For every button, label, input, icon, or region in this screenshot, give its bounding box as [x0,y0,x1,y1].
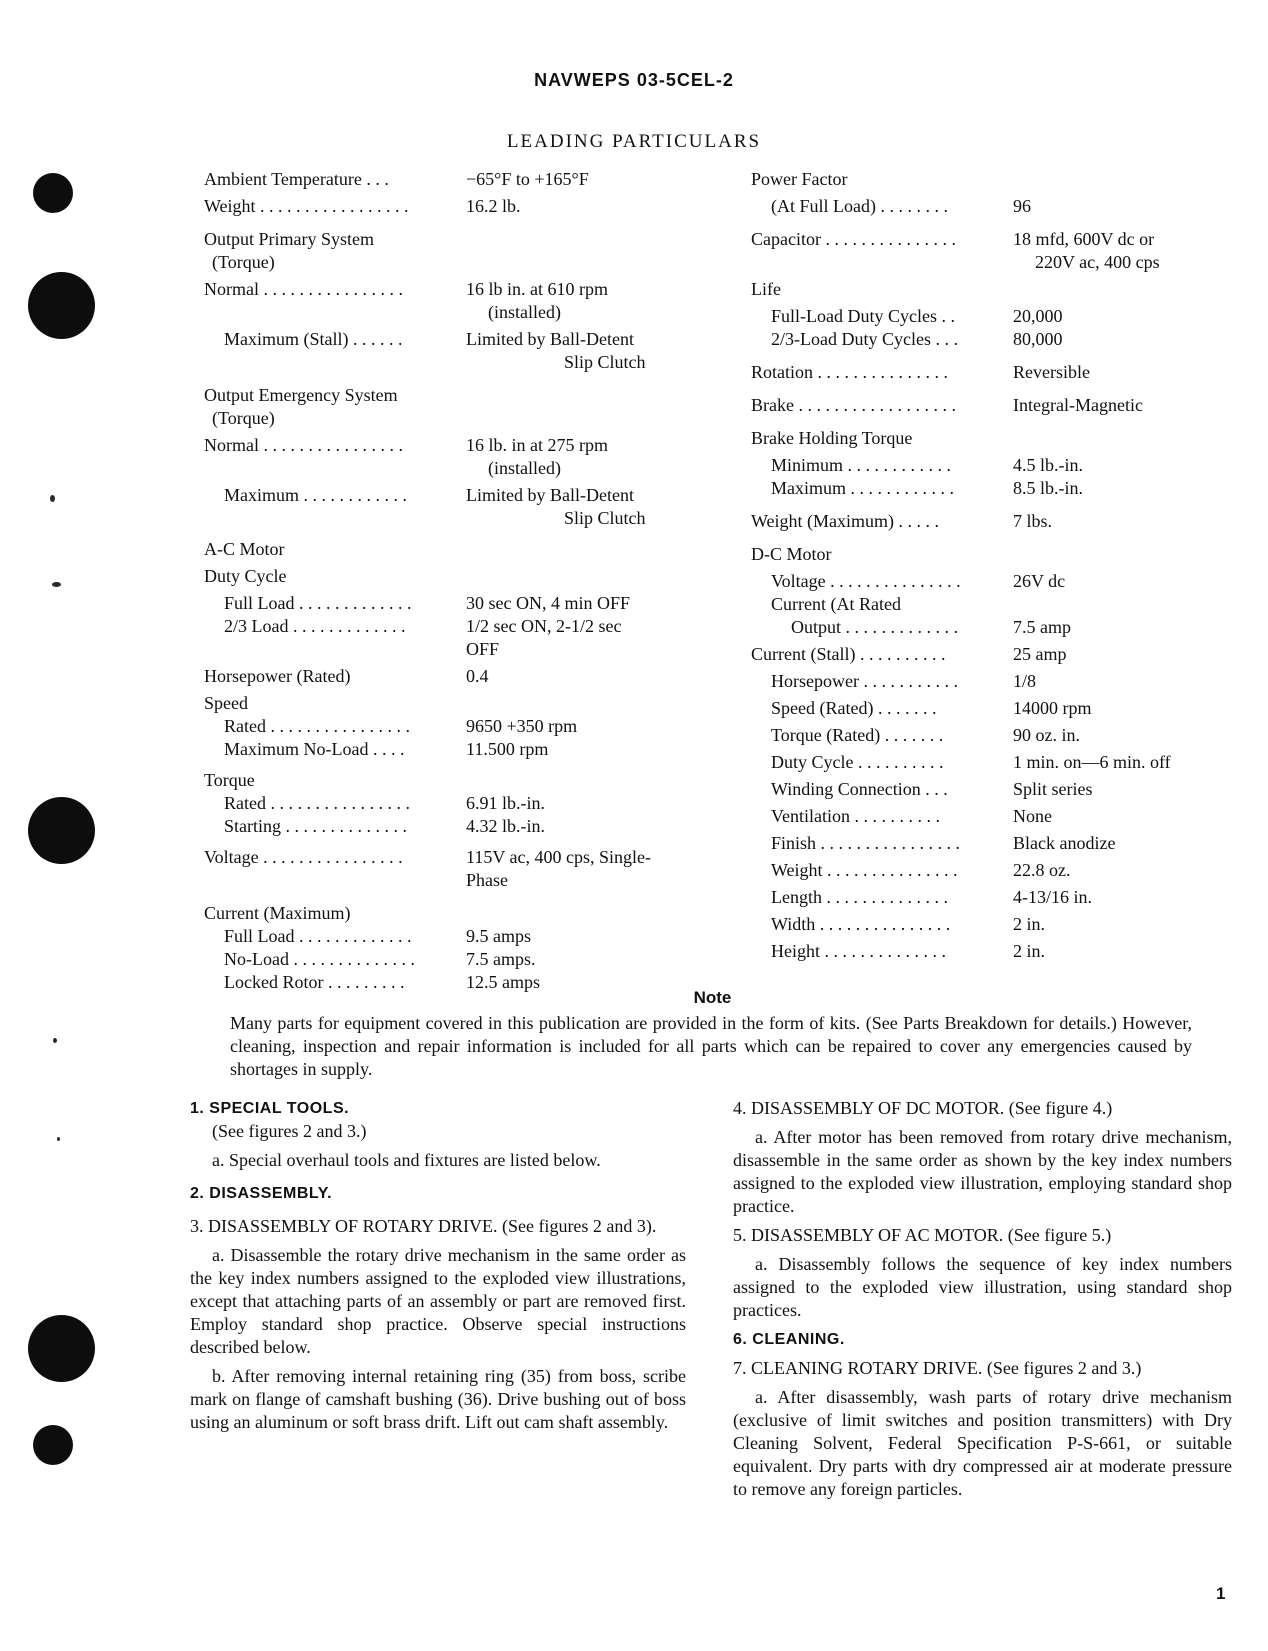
spec-label: Maximum No-Load . . . . [224,739,405,759]
section-heading-special-tools: 1. SPECIAL TOOLS. [190,1100,350,1117]
spec-row [751,778,1226,801]
paragraph-heading: 4. DISASSEMBLY OF DC MOTOR. (See figure 4.) [733,1098,1113,1118]
spec-label: Horsepower (Rated) [204,666,351,686]
spec-value-group [466,846,690,892]
spec-value-group [466,615,690,661]
spec-label: Voltage . . . . . . . . . . . . . . . . [204,847,403,867]
spec-row [751,940,1226,963]
spec-value: 90 oz. in. [1013,725,1080,745]
paragraph-heading: 3. DISASSEMBLY OF ROTARY DRIVE. (See figures 2 and 3). [190,1216,657,1236]
spec-label: Width . . . . . . . . . . . . . . . [771,914,951,934]
spec-label: Brake Holding Torque [751,428,913,448]
paragraph: a. Disassemble the rotary drive mechanism in the same order as the key index numbers assigned to the exploded view illustrations, except that attaching parts of an assembly or part are removed first. Employ standard shop practice. Observe special instructions described below. [190,1245,686,1357]
body-left-column [190,1097,686,1434]
spec-value: Split series [1013,779,1093,799]
spec-row [751,394,1226,417]
spec-row [751,859,1226,882]
spec-row [751,328,1226,351]
spec-row [751,751,1226,774]
spec-value: 1/2 sec ON, 2-1/2 sec [466,616,622,636]
spec-label: Locked Rotor . . . . . . . . . [224,972,405,992]
spec-label: Full Load . . . . . . . . . . . . . [224,926,412,946]
spec-label: D-C Motor [751,544,832,564]
spec-label: Maximum (Stall) . . . . . . [224,329,403,349]
scan-speck [57,1137,60,1141]
spec-label: Duty Cycle . . . . . . . . . . [771,752,944,772]
spec-row [204,815,690,838]
spec-row [751,805,1226,828]
spec-row [751,305,1226,328]
spec-value: 11.500 rpm [466,739,549,759]
spec-row [204,434,690,480]
spec-row [751,168,1226,191]
binder-hole [28,797,95,864]
spec-row [751,278,1226,301]
spec-value: 30 sec ON, 4 min OFF [466,593,631,613]
spec-row [751,593,1226,616]
spec-value: Integral-Magnetic [1013,395,1143,415]
spec-value: 115V ac, 400 cps, Single- [466,847,651,867]
spec-row [204,592,690,615]
spec-label: Full Load . . . . . . . . . . . . . [224,593,412,613]
spec-value: 25 amp [1013,644,1067,664]
spec-label: Weight (Maximum) . . . . . [751,511,940,531]
spec-value: 9.5 amps [466,926,531,946]
spec-label: (At Full Load) . . . . . . . . [771,196,948,216]
spec-value: 7.5 amps. [466,949,536,969]
spec-label: Horsepower . . . . . . . . . . . [771,671,958,691]
note-text: Many parts for equipment covered in this publication are provided in the form of kits. (See Parts Breakdown for details.) However, cleaning, inspection and repair information is included for all parts which can be repaired to cover any emergencies caused by shortages in supply. [230,1013,1192,1079]
binder-hole [33,1425,73,1465]
spec-value: −65°F to +165°F [466,169,589,189]
paragraph-heading: 5. DISASSEMBLY OF AC MOTOR. (See figure 5.) [733,1225,1112,1245]
spec-row [204,384,690,407]
spec-row [204,665,690,688]
spec-label: Current (Maximum) [204,903,351,923]
page-number: 1 [1216,1584,1226,1603]
leading-particulars-title: LEADING PARTICULARS [506,131,762,152]
spec-row [204,251,690,274]
spec-row [204,692,690,715]
spec-row [751,477,1226,500]
spec-label: Winding Connection . . . [771,779,948,799]
spec-value-cont: OFF [466,639,500,659]
spec-label: Brake . . . . . . . . . . . . . . . . . . [751,395,956,415]
spec-value-cont: 220V ac, 400 cps [1035,252,1160,272]
spec-row [751,570,1226,593]
spec-label: Finish . . . . . . . . . . . . . . . . [771,833,961,853]
spec-value: 20,000 [1013,306,1063,326]
spec-label: Full-Load Duty Cycles . . [771,306,955,326]
spec-value: 16.2 lb. [466,196,521,216]
spec-value-group [466,484,690,530]
spec-row [204,792,690,815]
binder-hole [28,272,95,339]
document-number: NAVWEPS 03-5CEL-2 [534,70,734,90]
spec-label: Output Emergency System [204,385,398,405]
paragraph: a. Disassembly follows the sequence of key index numbers assigned to the exploded view illustration, using standard shop practices. [733,1254,1232,1320]
spec-value-cont: Phase [466,870,508,890]
specs-left-column [204,168,690,994]
spec-value: 2 in. [1013,914,1046,934]
body-right-column [733,1097,1232,1501]
spec-label: Rated . . . . . . . . . . . . . . . . [224,716,410,736]
spec-row [204,925,690,948]
scan-speck [52,582,61,587]
spec-row [751,543,1226,566]
spec-label: Rotation . . . . . . . . . . . . . . . [751,362,948,382]
spec-value: 9650 +350 rpm [466,716,578,736]
spec-value: 16 lb in. at 610 rpm [466,279,608,299]
spec-label: Weight . . . . . . . . . . . . . . . [771,860,958,880]
spec-row [204,715,690,738]
spec-value: Limited by Ball-Detent [466,329,634,349]
spec-label: Height . . . . . . . . . . . . . . [771,941,946,961]
spec-row [204,407,690,430]
binder-hole [28,1315,95,1382]
spec-value-cont: Slip Clutch [564,352,646,372]
paragraph-heading: 7. CLEANING ROTARY DRIVE. (See figures 2 and 3.) [733,1358,1142,1378]
spec-value: 7 lbs. [1013,511,1053,531]
spec-value: Reversible [1013,362,1090,382]
spec-label: Ambient Temperature . . . [204,169,389,189]
spec-value: 7.5 amp [1013,617,1071,637]
specs-right-column [751,168,1226,963]
spec-value: None [1013,806,1052,826]
spec-row [204,902,690,925]
spec-row [751,670,1226,693]
spec-label: Normal . . . . . . . . . . . . . . . . [204,279,403,299]
spec-label: Output . . . . . . . . . . . . . [791,617,959,637]
scan-speck [53,1038,57,1043]
spec-row [751,724,1226,747]
spec-row [204,948,690,971]
spec-label: Length . . . . . . . . . . . . . . [771,887,948,907]
spec-value-group [466,278,690,324]
spec-row [751,454,1226,477]
spec-row [751,361,1226,384]
spec-value-group [466,434,690,480]
spec-value: 4.5 lb.-in. [1013,455,1083,475]
spec-label: No-Load . . . . . . . . . . . . . . [224,949,415,969]
spec-row [204,228,690,251]
spec-value: 12.5 amps [466,972,540,992]
spec-row [204,846,690,892]
spec-row [204,538,690,561]
note-title: Note [693,988,732,1007]
spec-row [204,195,690,218]
spec-row [204,484,690,530]
spec-row [751,832,1226,855]
spec-row [751,427,1226,450]
spec-label: Life [751,279,781,299]
spec-label: Speed (Rated) . . . . . . . [771,698,937,718]
spec-row [751,643,1226,666]
spec-value: Limited by Ball-Detent [466,485,634,505]
spec-row [204,278,690,324]
paragraph: a. After motor has been removed from rotary drive mechanism, disassemble in the same order as shown by the key index numbers assigned to the exploded view illustration, employing standard shop practice. [733,1127,1232,1216]
spec-label: Rated . . . . . . . . . . . . . . . . [224,793,410,813]
spec-value-cont: (installed) [488,302,561,322]
spec-label: Minimum . . . . . . . . . . . . [771,455,952,475]
spec-row [751,616,1226,639]
spec-value: 4-13/16 in. [1013,887,1092,907]
spec-value: 80,000 [1013,329,1063,349]
paragraph: (See figures 2 and 3.) [212,1121,367,1141]
binder-hole [33,173,73,213]
spec-value: 2 in. [1013,941,1046,961]
spec-row [204,328,690,374]
spec-row [204,738,690,761]
spec-value: 1 min. on—6 min. off [1013,752,1171,772]
section-heading-cleaning: 6. CLEANING. [733,1331,845,1348]
spec-label: Torque (Rated) . . . . . . . [771,725,944,745]
spec-label: Power Factor [751,169,848,189]
spec-row [751,510,1226,533]
spec-value: 96 [1013,196,1031,216]
spec-label: Speed [204,693,248,713]
spec-label: (Torque) [212,252,275,272]
spec-value: 8.5 lb.-in. [1013,478,1083,498]
spec-label: Output Primary System [204,229,374,249]
spec-label: Ventilation . . . . . . . . . . [771,806,940,826]
section-heading-disassembly: 2. DISASSEMBLY. [190,1185,333,1202]
spec-value-group [1013,228,1226,274]
spec-value: 16 lb. in at 275 rpm [466,435,608,455]
spec-row [751,697,1226,720]
paragraph: a. After disassembly, wash parts of rotary drive mechanism (exclusive of limit switches and position transmitters) with Dry Cleaning Solvent, Federal Specification P-S-661, or suitable equivalent. Dry parts with dry compressed air at moderate pressure to remove any foreign particles. [733,1387,1232,1499]
spec-row [751,913,1226,936]
spec-value: 14000 rpm [1013,698,1092,718]
spec-label: Weight . . . . . . . . . . . . . . . . . [204,196,409,216]
spec-label: Maximum . . . . . . . . . . . . [771,478,954,498]
spec-label: A-C Motor [204,539,285,559]
spec-value: 18 mfd, 600V dc or [1013,229,1155,249]
spec-value-group [466,328,690,374]
spec-label: (Torque) [212,408,275,428]
spec-row [204,168,690,191]
spec-label: 2/3-Load Duty Cycles . . . [771,329,958,349]
spec-value: 22.8 oz. [1013,860,1071,880]
spec-label: Capacitor . . . . . . . . . . . . . . . [751,229,956,249]
spec-value-cont: (installed) [488,458,561,478]
spec-value: Black anodize [1013,833,1116,853]
spec-row [204,769,690,792]
spec-row [751,195,1226,218]
paragraph: b. After removing internal retaining ring (35) from boss, scribe mark on flange of camshaft bushing (36). Drive bushing out of boss using an aluminum or soft brass drift. Lift out cam shaft assembly. [190,1366,686,1432]
spec-label: Voltage . . . . . . . . . . . . . . . [771,571,961,591]
spec-label: Torque [204,770,255,790]
spec-value: 4.32 lb.-in. [466,816,545,836]
spec-label: Current (Stall) . . . . . . . . . . [751,644,946,664]
spec-value: 0.4 [466,666,489,686]
spec-row [204,615,690,661]
scan-speck [50,495,55,502]
spec-label: 2/3 Load . . . . . . . . . . . . . [224,616,406,636]
spec-label: Normal . . . . . . . . . . . . . . . . [204,435,403,455]
spec-label: Current (At Rated [771,594,901,614]
spec-label: Starting . . . . . . . . . . . . . . [224,816,407,836]
spec-value-cont: Slip Clutch [564,508,646,528]
spec-row [204,565,690,588]
spec-label: Maximum . . . . . . . . . . . . [224,485,407,505]
spec-row [751,886,1226,909]
spec-value: 6.91 lb.-in. [466,793,545,813]
spec-row [751,228,1226,274]
spec-value: 26V dc [1013,571,1066,591]
paragraph: a. Special overhaul tools and fixtures are listed below. [212,1150,601,1170]
spec-value: 1/8 [1013,671,1037,691]
spec-label: Duty Cycle [204,566,287,586]
